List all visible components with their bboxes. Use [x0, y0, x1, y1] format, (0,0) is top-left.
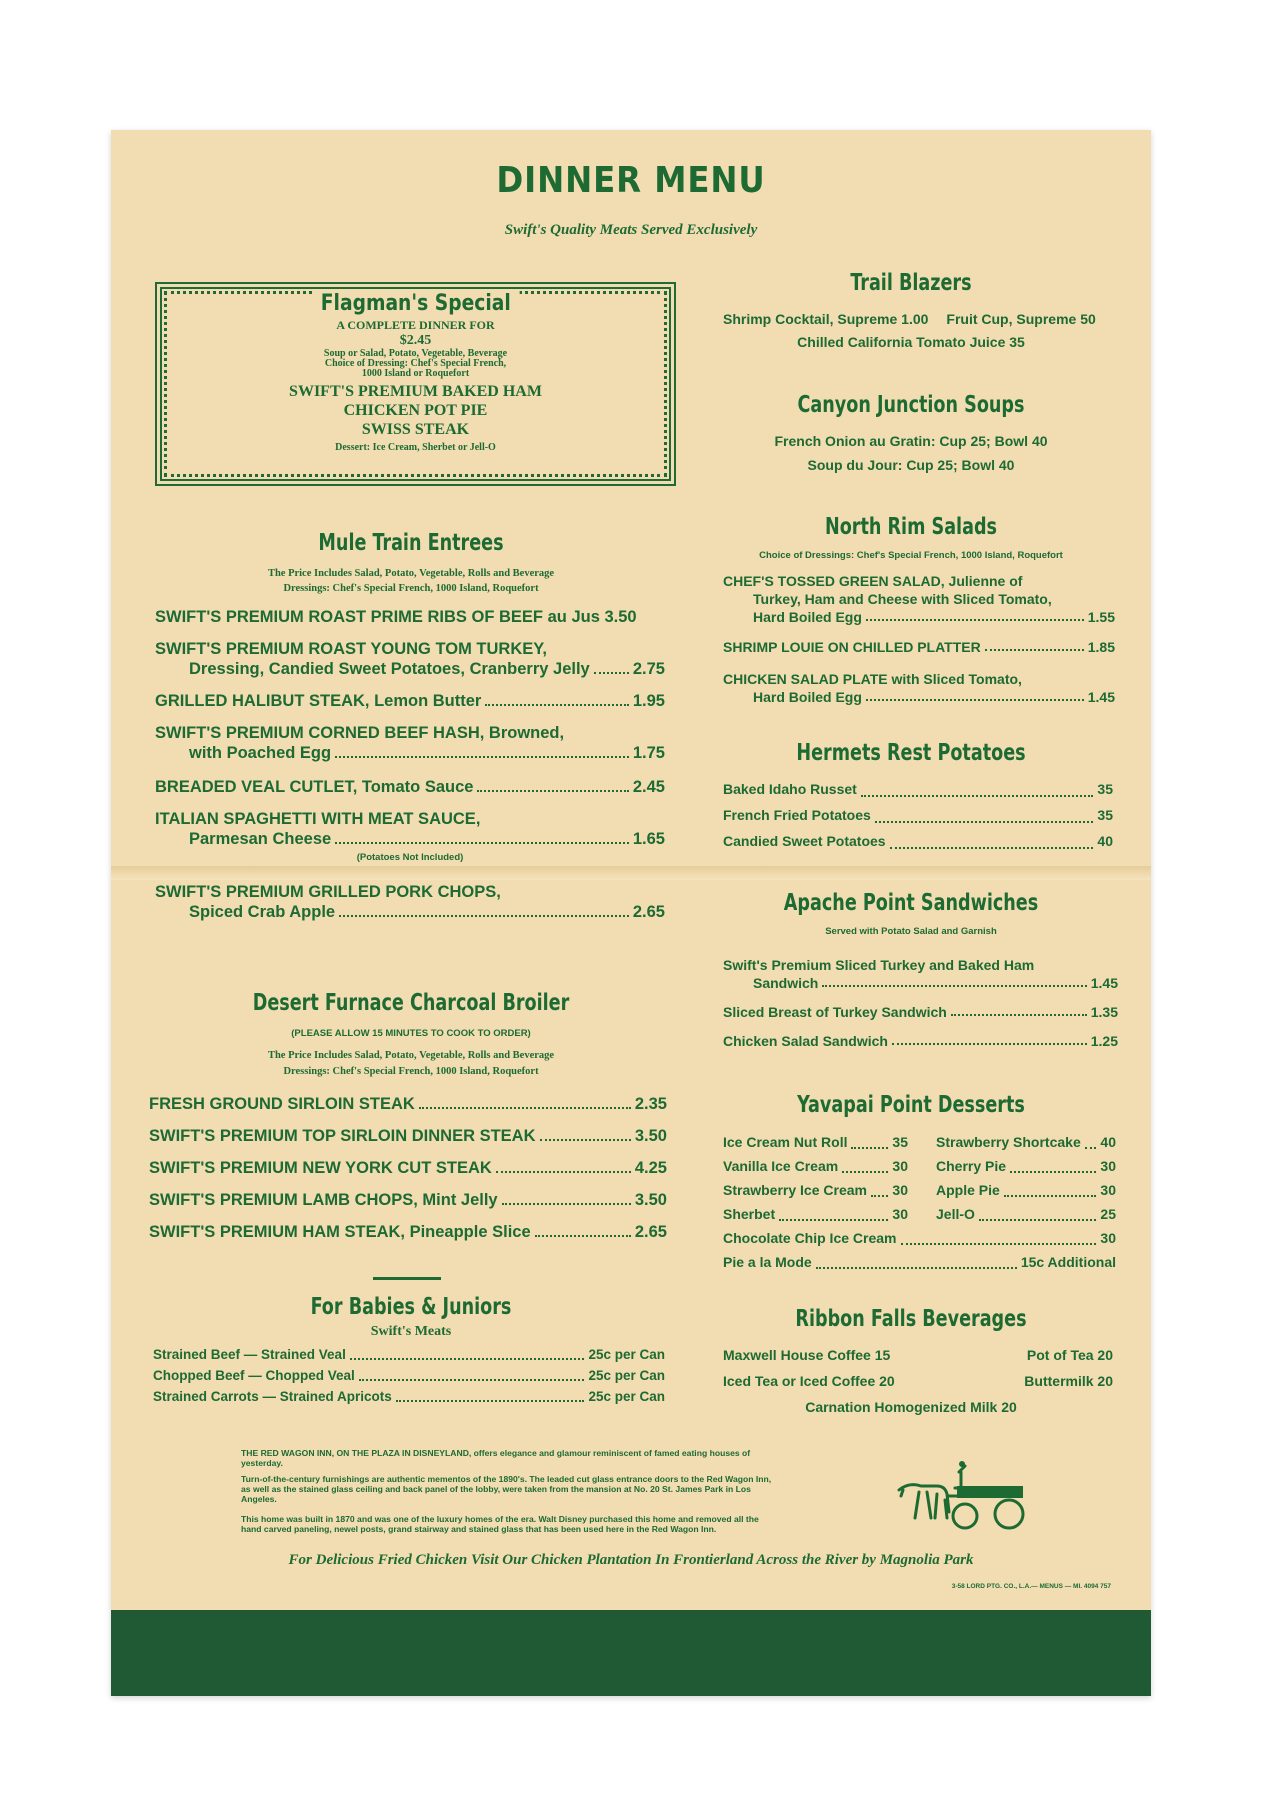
broiler-heading: Desert Furnace Charcoal Broiler	[252, 990, 570, 1016]
dessert-item: Cherry Pie 30	[936, 1158, 1116, 1174]
flagman-special-box	[155, 282, 676, 486]
potato-item: Candied Sweet Potatoes 40	[723, 833, 1113, 849]
dessert-item: Vanilla Ice Cream 30	[723, 1158, 908, 1174]
babies-item: Strained Beef — Strained Veal 25c per Can	[153, 1347, 665, 1362]
dessert-item: Jell-O 25	[936, 1206, 1116, 1222]
broiler-item: SWIFT'S PREMIUM NEW YORK CUT STEAK 4.25	[149, 1159, 667, 1177]
dessert-item: Sherbet 30	[723, 1206, 908, 1222]
salad-item: SHRIMP LOUIE ON CHILLED PLATTER 1.85	[723, 639, 1115, 655]
mule-item: SWIFT'S PREMIUM ROAST YOUNG TOM TURKEY, Dressing, Candied Sweet Potatoes, Cranberry Jelly 2.75	[155, 640, 665, 678]
divider-ornament	[373, 1277, 441, 1280]
mule-item: SWIFT'S PREMIUM GRILLED PORK CHOPS, Spiced Crab Apple 2.65	[155, 883, 665, 921]
broiler-note0: (PLEASE ALLOW 15 MINUTES TO COOK TO ORDER)	[291, 1028, 531, 1039]
beverage-line: Carnation Homogenized Milk 20	[805, 1399, 1017, 1415]
dessert-item: Strawberry Shortcake 40	[936, 1134, 1116, 1150]
closing-line: For Delicious Fried Chicken Visit Our Chicken Plantation In Frontierland Across the River by Magnolia Park	[288, 1552, 974, 1568]
broiler-item: SWIFT'S PREMIUM LAMB CHOPS, Mint Jelly 3.50	[149, 1191, 667, 1209]
mule-item: BREADED VEAL CUTLET, Tomato Sauce 2.45	[155, 778, 665, 796]
trail-line2: Chilled California Tomato Juice 35	[797, 334, 1025, 350]
broiler-item: FRESH GROUND SIRLOIN STEAK 2.35	[149, 1095, 667, 1113]
flagman-item: SWISS STEAK	[361, 421, 470, 438]
beverage-line: Maxwell House Coffee 15 Pot of Tea 20	[723, 1347, 1113, 1363]
mule-note1: The Price Includes Salad, Potato, Vegetable, Rolls and Beverage	[267, 568, 555, 579]
dessert-item: Pie a la Mode 15c Additional	[723, 1254, 1116, 1270]
babies-list	[153, 1344, 665, 1407]
babies-heading: For Babies & Juniors	[310, 1294, 512, 1320]
mule-item: SWIFT'S PREMIUM ROAST PRIME RIBS OF BEEF au Jus 3.50	[155, 608, 637, 626]
flagman-dessert: Dessert: Ice Cream, Sherbet or Jell-O	[335, 442, 496, 453]
dessert-item: Ice Cream Nut Roll 35	[723, 1134, 908, 1150]
mule-heading: Mule Train Entrees	[318, 530, 504, 556]
sandwiches-note: Served with Potato Salad and Garnish	[825, 926, 997, 937]
flagman-item: SWIFT'S PREMIUM BAKED HAM	[289, 383, 542, 400]
green-band	[111, 1610, 1151, 1696]
flagman-line4: 1000 Island or Roquefort	[361, 368, 470, 379]
printer-credit: 3-58 LORD PTG. CO., L.A.— MENUS — MI. 4094 757	[951, 1583, 1111, 1590]
soups-line2: Soup du Jour: Cup 25; Bowl 40	[807, 457, 1015, 473]
flagman-line2: Soup or Salad, Potato, Vegetable, Beverage	[323, 348, 508, 359]
flagman-line3: Choice of Dressing: Chef's Special French,	[324, 358, 507, 369]
footer-para: THE RED WAGON INN, ON THE PLAZA IN DISNEYLAND, offers elegance and glamour reminiscent of famed eating houses of yesterday.	[241, 1448, 751, 1468]
salads-note: Choice of Dressings: Chef's Special French, 1000 Island, Roquefort	[759, 550, 1063, 561]
flagman-item: CHICKEN POT PIE	[343, 402, 488, 419]
salads-heading: North Rim Salads	[824, 514, 998, 540]
menu-subtitle: Swift's Quality Meats Served Exclusively	[504, 222, 758, 238]
babies-item: Chopped Beef — Chopped Veal 25c per Can	[153, 1368, 665, 1383]
broiler-note2: Dressings: Chef's Special French, 1000 Island, Roquefort	[283, 1066, 539, 1077]
desserts-right	[936, 1130, 1116, 1226]
dessert-item: Strawberry Ice Cream 30	[723, 1182, 908, 1198]
page-fold	[111, 866, 1151, 880]
mule-item: GRILLED HALIBUT STEAK, Lemon Butter 1.95	[155, 692, 665, 710]
broiler-note1: The Price Includes Salad, Potato, Vegetable, Rolls and Beverage	[267, 1050, 555, 1061]
desserts-left	[723, 1130, 908, 1226]
mule-note2: Dressings: Chef's Special French, 1000 Island, Roquefort	[283, 583, 539, 594]
footer-para: This home was built in 1870 and was one of the luxury homes of the era. Walt Disney purchased this home and removed all the hand carved paneling, newel posts, grand stairway and stained glass that has been used here in the Red Wagon Inn.	[241, 1514, 759, 1534]
broiler-item: SWIFT'S PREMIUM TOP SIRLOIN DINNER STEAK 3.50	[149, 1127, 667, 1145]
potato-item: Baked Idaho Russet 35	[723, 781, 1113, 797]
desserts-heading: Yavapai Point Desserts	[797, 1092, 1025, 1118]
soups-heading: Canyon Junction Soups	[797, 392, 1025, 418]
dessert-item: Apple Pie 30	[936, 1182, 1116, 1198]
babies-sub: Swift's Meats	[370, 1324, 452, 1339]
footer-para: Turn-of-the-century furnishings are authentic mementos of the 1890's. The leaded cut glass entrance doors to the Red Wagon Inn, as well as the stained glass ceiling and back panel of the lobby, were taken from the mansion at No. 20 St. James Park in Los Angeles.	[241, 1474, 772, 1504]
menu-sheet	[111, 130, 1151, 1696]
flagman-price: $2.45	[399, 333, 432, 348]
broiler-item: SWIFT'S PREMIUM HAM STEAK, Pineapple Slice 2.65	[149, 1223, 667, 1241]
sandwich-item: Swift's Premium Sliced Turkey and Baked Ham Sandwich 1.45	[723, 957, 1118, 991]
dessert-item: Chocolate Chip Ice Cream 30	[723, 1230, 1116, 1246]
beverage-line: Iced Tea or Iced Coffee 20 Buttermilk 20	[723, 1373, 1113, 1389]
potato-note: (Potatoes Not Included)	[356, 852, 464, 863]
mule-item: ITALIAN SPAGHETTI WITH MEAT SAUCE, Parmesan Cheese 1.65	[155, 810, 665, 848]
horse-wagon-illustration	[891, 1460, 1031, 1536]
soups-line1: French Onion au Gratin: Cup 25; Bowl 40	[774, 433, 1048, 449]
trail-line1: Shrimp Cocktail, Supreme 1.00 Fruit Cup, Supreme 50	[723, 311, 1096, 327]
potato-item: French Fried Potatoes 35	[723, 807, 1113, 823]
mule-item: SWIFT'S PREMIUM CORNED BEEF HASH, Browned, with Poached Egg 1.75	[155, 724, 665, 762]
potatoes-heading: Hermets Rest Potatoes	[796, 740, 1026, 766]
salad-item: CHEF'S TOSSED GREEN SALAD, Julienne of Turkey, Ham and Cheese with Sliced Tomato, Hard Boiled Egg 1.55	[723, 573, 1115, 625]
trail-heading: Trail Blazers	[850, 270, 972, 296]
menu-title: DINNER MENU	[496, 160, 766, 201]
flagman-heading: Flagman's Special	[312, 291, 519, 316]
potatoes-list	[723, 776, 1113, 854]
salad-item: CHICKEN SALAD PLATE with Sliced Tomato, Hard Boiled Egg 1.45	[723, 671, 1115, 705]
flagman-line1: A COMPLETE DINNER FOR	[336, 318, 495, 332]
beverages-heading: Ribbon Falls Beverages	[795, 1306, 1027, 1332]
desserts-full	[723, 1226, 1116, 1274]
sandwiches-heading: Apache Point Sandwiches	[783, 890, 1039, 916]
sandwich-item: Chicken Salad Sandwich 1.25	[723, 1033, 1118, 1049]
sandwich-item: Sliced Breast of Turkey Sandwich 1.35	[723, 1004, 1118, 1020]
babies-item: Strained Carrots — Strained Apricots 25c per Can	[153, 1389, 665, 1404]
